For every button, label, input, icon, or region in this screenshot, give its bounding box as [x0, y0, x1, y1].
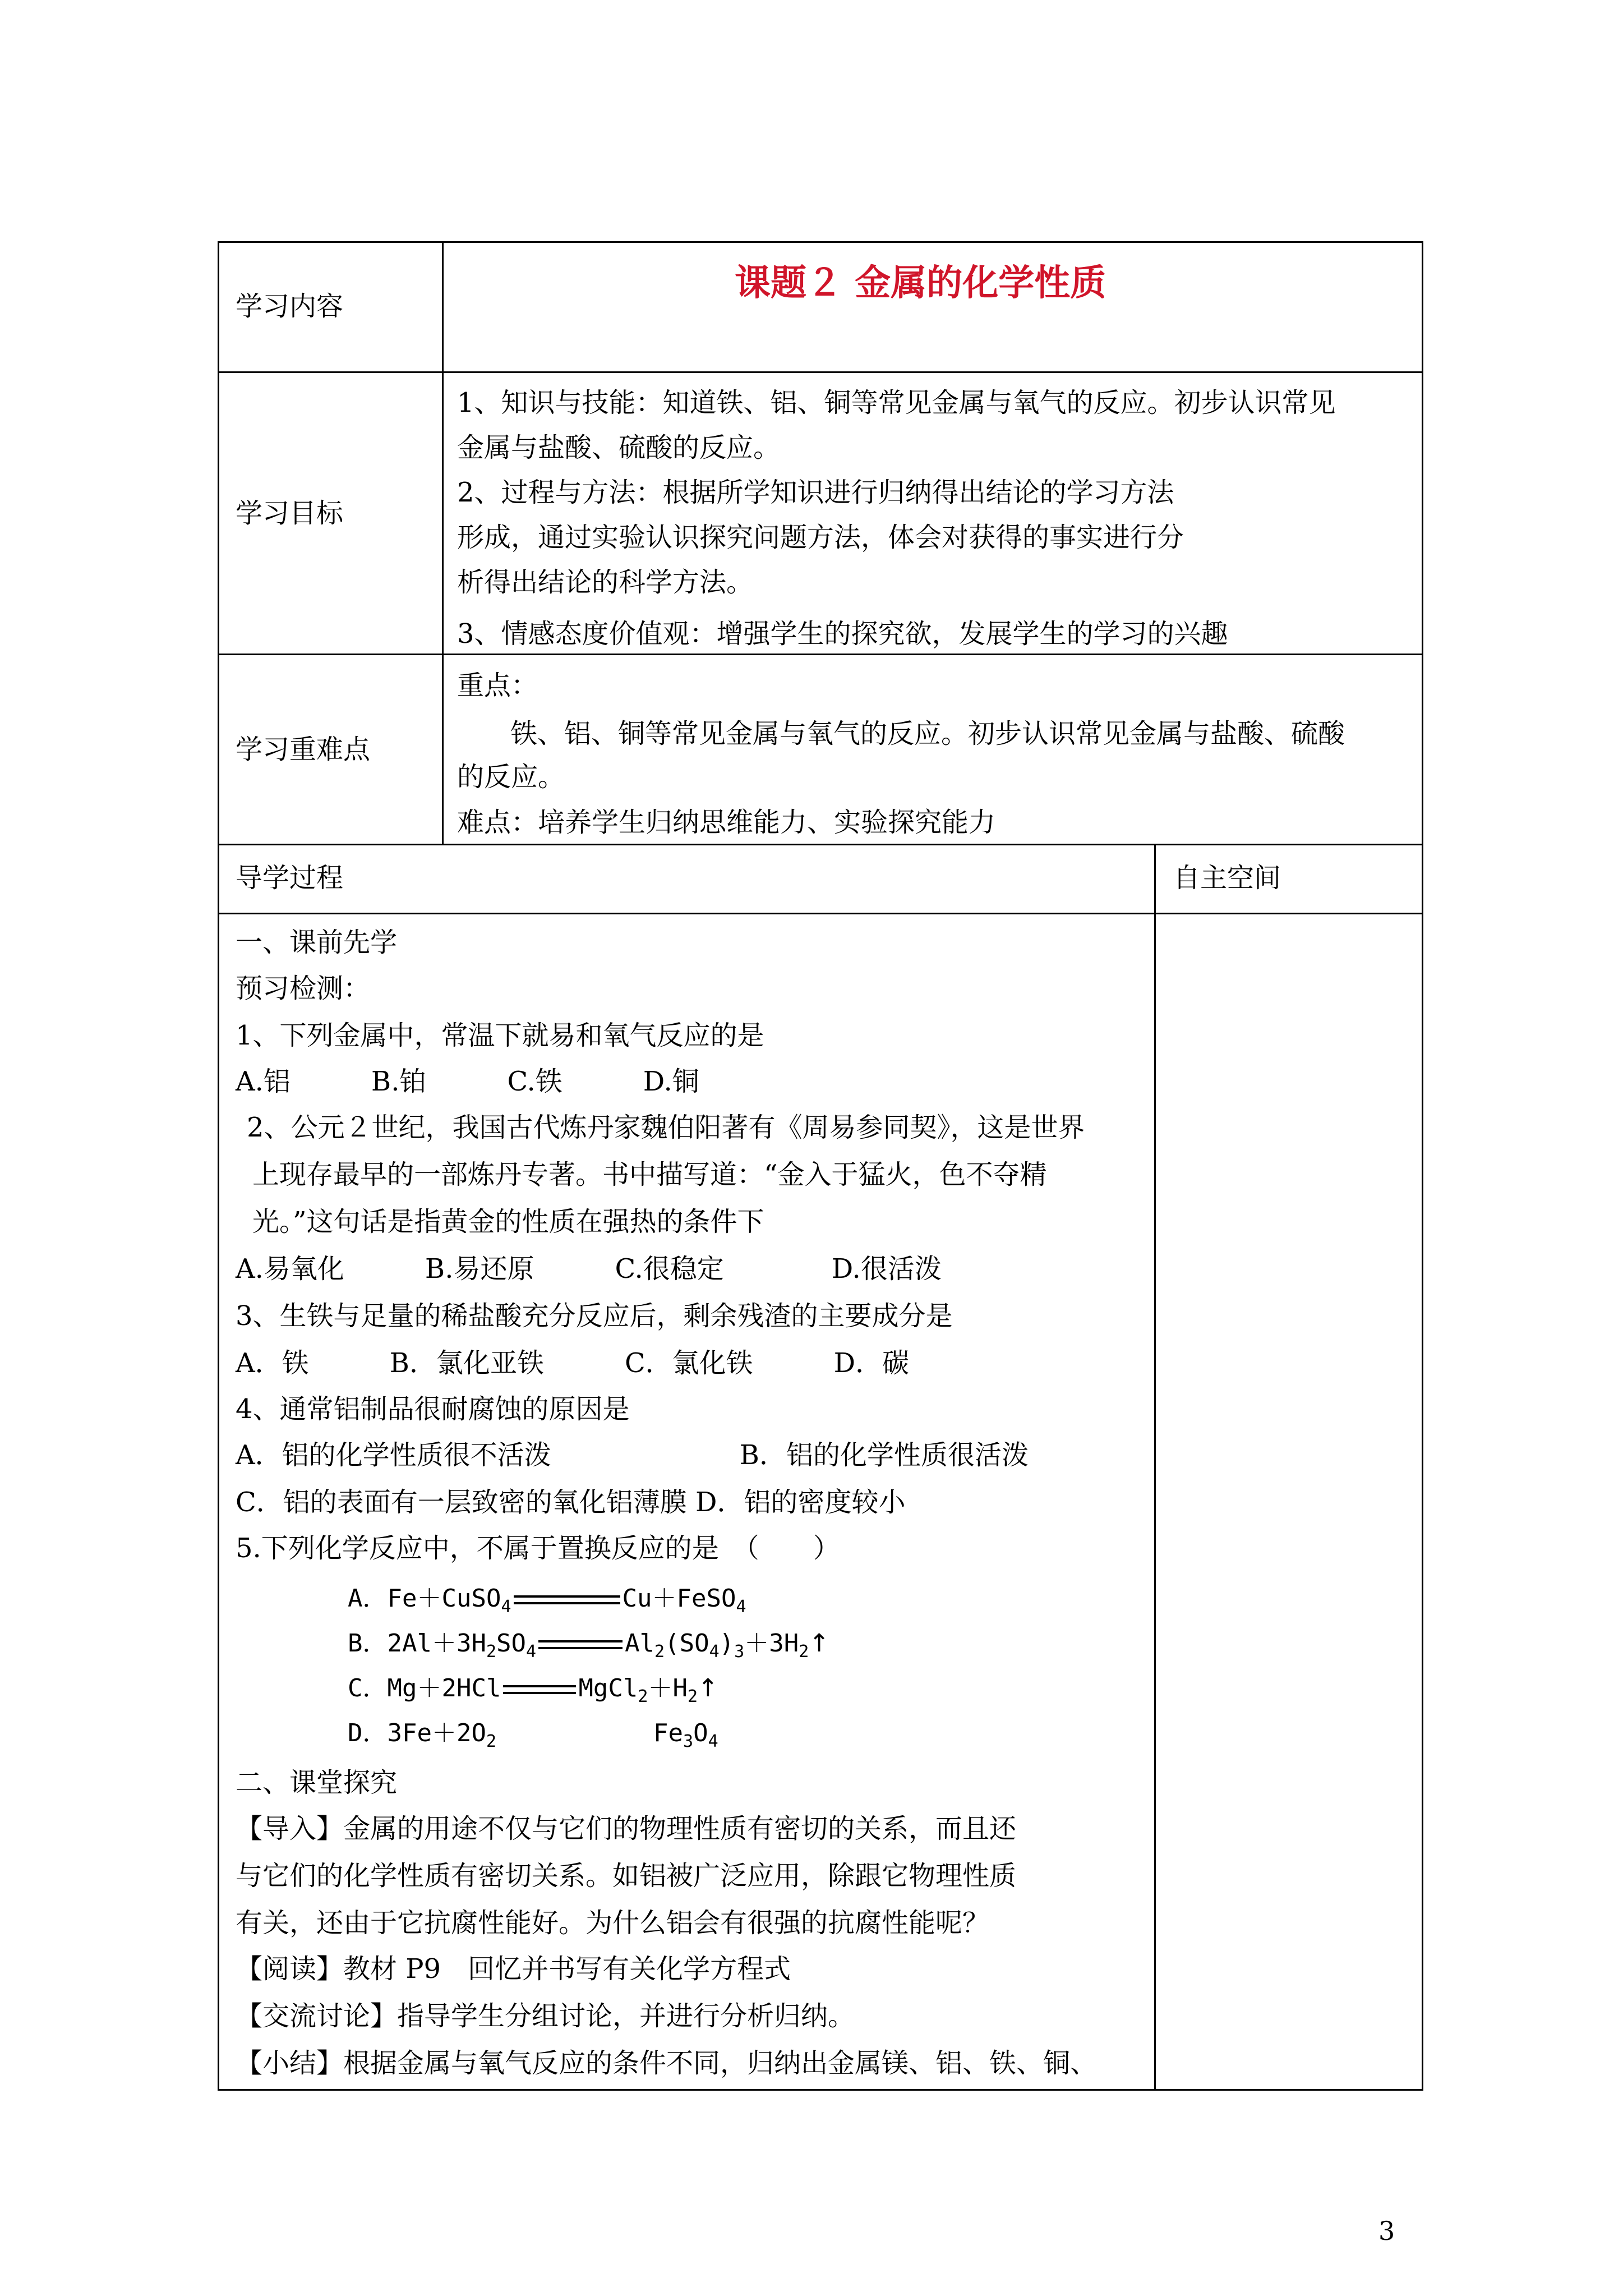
difficulty-line: 重点：: [457, 670, 538, 701]
body-line: 上现存最早的一部炼丹专著。书中描写道：“金入于猛火，色不夺精: [252, 1159, 1047, 1190]
reaction-c: C．Mg＋2HCl $MgCl_2+H_2↑$: [348, 1672, 718, 1705]
difficulty-line: 的反应。: [457, 761, 565, 793]
reaction-b: B．$2Al+3H_2SO_4$ $Al_2(SO_4)_3+3H_2↑$: [348, 1627, 829, 1660]
difficulty-line: 难点：培养学生归纳思维能力、实验探究能力: [457, 807, 996, 838]
gas-arrow-icon: ↑: [698, 1674, 718, 1703]
body-line: 有关，还由于它抗腐性能好。为什么铝会有很强的抗腐性能呢？: [236, 1907, 990, 1939]
page-number: 3: [1378, 2216, 1395, 2246]
body-line: 1、下列金属中，常温下就易和氧气反应的是: [236, 1020, 764, 1051]
body-line: 与它们的化学性质有密切关系。如铝被广泛应用，除跟它物理性质: [236, 1860, 1017, 1892]
body-line: 【小结】根据金属与氧气反应的条件不同，归纳出金属镁、铝、铁、铜、: [236, 2047, 1098, 2079]
body-line: A.易氧化 B.易还原 C.很稳定 D.很活泼: [236, 1253, 942, 1285]
objective-line: 形成，通过实验认识探究问题方法，体会对获得的事实进行分: [457, 522, 1184, 553]
body-line: A．铝的化学性质很不活泼 B．铝的化学性质很活泼: [236, 1439, 1029, 1471]
gas-arrow-icon: ↑: [809, 1629, 830, 1658]
row-label-difficulties: 学习重难点: [236, 734, 371, 765]
body-line: 5.下列化学反应中，不属于置换反应的是 （ ）: [236, 1533, 840, 1564]
body-line: 【导入】金属的用途不仅与它们的物理性质有密切的关系，而且还: [236, 1813, 1017, 1844]
objective-line: 金属与盐酸、硫酸的反应。: [457, 432, 781, 463]
side-space-header: 自主空间: [1173, 862, 1281, 894]
objective-line: 1、知识与技能：知道铁、铝、铜等常见金属与氧气的反应。初步认识常见: [457, 387, 1336, 418]
body-line: 【交流讨论】指导学生分组讨论，并进行分析归纳。: [236, 2000, 855, 2032]
row-divider-3: [218, 844, 1423, 845]
body-line: 光。”这句话是指黄金的性质在强热的条件下: [252, 1206, 764, 1237]
body-line: 3、生铁与足量的稀盐酸充分反应后，剩余残渣的主要成分是: [236, 1300, 953, 1332]
reaction-a: A．Fe＋CuSO$_4$ Cu＋FeSO$_4$: [348, 1584, 746, 1617]
col-divider-right: [1154, 844, 1156, 2090]
body-line: 预习检测：: [236, 973, 371, 1004]
col-divider-left: [442, 241, 444, 844]
objective-line: 3、情感态度价值观：增强学生的探究欲，发展学生的学习的兴趣: [457, 618, 1228, 650]
reaction-d: D．$3Fe+2O_2$ $Fe_3O_4$: [348, 1719, 718, 1751]
row-label-content: 学习内容: [236, 291, 344, 322]
equals-sign: [503, 1678, 576, 1701]
row-divider-2: [218, 654, 1423, 655]
equals-sign: [514, 1589, 620, 1611]
body-line: 一、课前先学: [236, 927, 398, 958]
body-line: 4、通常铝制品很耐腐蚀的原因是: [236, 1393, 630, 1425]
body-line: 二、课堂探究: [236, 1767, 398, 1798]
body-line: A.铝 B.铂 C.铁 D.铜: [236, 1066, 699, 1097]
page-title: 课题２ 金属的化学性质: [735, 262, 1106, 304]
objective-line: 析得出结论的科学方法。: [457, 567, 754, 598]
body-line: 【阅读】教材 P9 回忆并书写有关化学方程式: [236, 1953, 791, 1985]
row-label-objectives: 学习目标: [236, 498, 344, 529]
process-header: 导学过程: [236, 862, 344, 894]
difficulty-line: 铁、铝、铜等常见金属与氧气的反应。初步认识常见金属与盐酸、硫酸: [510, 718, 1345, 749]
row-divider-1: [218, 371, 1423, 373]
body-line: C．铝的表面有一层致密的氧化铝薄膜 D．铝的密度较小: [236, 1487, 906, 1518]
body-line: A．铁 B．氯化亚铁 C．氯化铁 D．碳: [236, 1347, 910, 1379]
objective-line: 2、过程与方法：根据所学知识进行归纳得出结论的学习方法: [457, 477, 1174, 508]
body-line: 2、公元２世纪，我国古代炼丹家魏伯阳著有《周易参同契》，这是世界: [247, 1112, 1085, 1143]
row-divider-4: [218, 913, 1423, 914]
equals-sign: [538, 1634, 623, 1656]
